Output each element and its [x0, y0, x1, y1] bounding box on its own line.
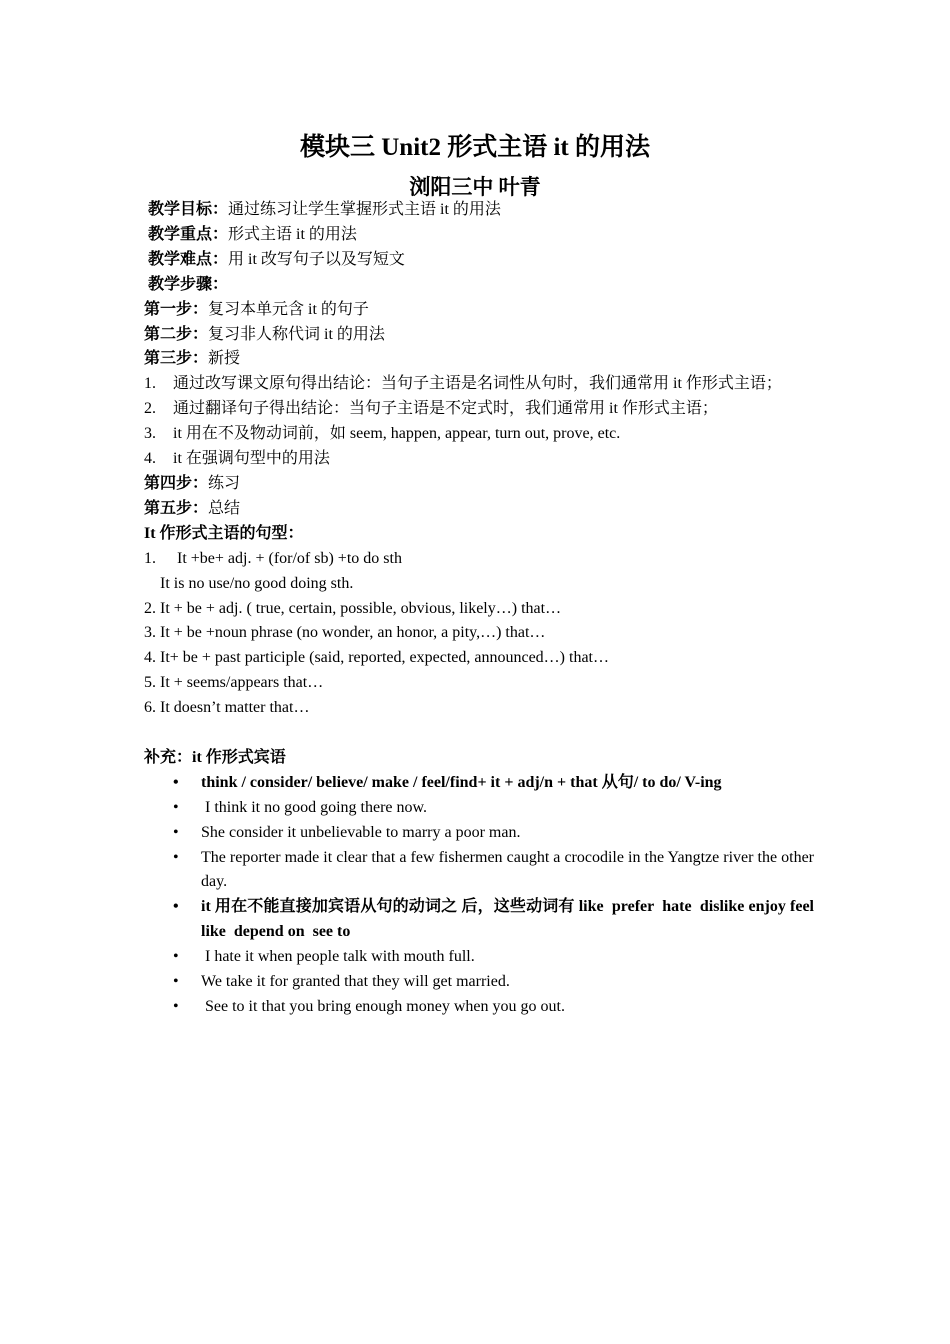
- step-label: 第一步：: [144, 300, 209, 318]
- item-text: 通过改写课文原句得出结论：当句子主语是名词性从句时，我们通常用 it 作形式主语；: [173, 375, 782, 393]
- bullet-text: She consider it unbelievable to marry a poor man.: [201, 823, 521, 841]
- pattern-line: 3. It + be +noun phrase (no wonder, an honor, a pity,…) that…: [144, 624, 546, 642]
- step-line: [144, 472, 814, 497]
- bullet-item: [144, 796, 814, 821]
- bullet-dot-icon: •: [173, 973, 179, 991]
- step-text: 总结: [208, 499, 241, 517]
- blank-line: [144, 721, 814, 746]
- item-text: 通过翻译句子得出结论：当句子主语是不定式时，我们通常用 it 作形式主语；: [173, 400, 718, 418]
- bullet-dot-icon: •: [173, 823, 179, 841]
- bullet-item: [144, 846, 818, 896]
- pattern-line: 4. It+ be + past participle (said, reported, expected, announced…) that…: [144, 649, 609, 667]
- numbered-item: [144, 372, 814, 397]
- procedure-label: 教学步骤：: [148, 275, 229, 293]
- item-number: 3.: [144, 425, 156, 443]
- page-title: 模块三 Unit2 形式主语 it 的用法: [299, 134, 650, 161]
- patterns-heading: It 作形式主语的句型：: [144, 524, 304, 542]
- step-text: 复习本单元含 it 的句子: [208, 300, 369, 318]
- item-text: it 在强调句型中的用法: [173, 450, 330, 468]
- numbered-item: [144, 397, 814, 422]
- pattern-line: 2. It + be + adj. ( true, certain, possible, obvious, likely…) that…: [144, 599, 562, 617]
- objective-line: [144, 198, 814, 223]
- item-number: 2.: [144, 400, 156, 418]
- bullet-dot-icon: •: [173, 898, 179, 916]
- pattern-number: 1.: [144, 549, 156, 567]
- difficulty-text: 用 it 改写句子以及写短文: [228, 250, 405, 268]
- step-line: [144, 497, 814, 522]
- numbered-item: [144, 422, 814, 447]
- bullet-item: [144, 771, 814, 796]
- bullet-text: it 用在不能直接加宾语从句的动词之 后，这些动词有 like prefer hate dislike enjoy feel like depend on see to: [201, 898, 818, 941]
- bullet-list: [144, 771, 818, 1020]
- item-text: it 用在不及物动词前，如 seem, happen, appear, turn out, prove, etc.: [173, 425, 621, 443]
- pattern-line: 6. It doesn’t matter that…: [144, 699, 310, 717]
- focus-label: 教学重点：: [148, 225, 229, 243]
- step-label: 第五步：: [144, 499, 209, 517]
- step-text: 练习: [208, 474, 241, 492]
- bullet-text: I hate it when people talk with mouth full.: [201, 948, 475, 966]
- step-label: 第四步：: [144, 474, 209, 492]
- step-line: [144, 347, 814, 372]
- bullet-text: We take it for granted that they will get married.: [201, 973, 510, 991]
- focus-line: [144, 223, 814, 248]
- objective-label: 教学目标：: [148, 201, 229, 218]
- item-number: 4.: [144, 450, 156, 468]
- difficulty-label: 教学难点：: [148, 250, 229, 268]
- step-text: 复习非人称代词 it 的用法: [208, 325, 385, 343]
- numbered-item: [144, 447, 814, 472]
- bullet-text: The reporter made it clear that a few fishermen caught a crocodile in the Yangtze river the other day.: [201, 848, 818, 891]
- supplement-heading: 补充：it 作形式宾语: [144, 748, 286, 766]
- step-text: 新授: [208, 350, 241, 368]
- pattern-line: [144, 547, 814, 572]
- step-label: 第二步：: [144, 325, 209, 343]
- bullet-item: [144, 895, 818, 945]
- bullet-item: [144, 970, 814, 995]
- step-line: [144, 298, 814, 323]
- step-label: 第三步：: [144, 350, 209, 368]
- author-line: 浏阳三中 叶青: [409, 175, 541, 199]
- focus-text: 形式主语 it 的用法: [228, 225, 357, 243]
- bullet-dot-icon: •: [173, 848, 179, 866]
- bullet-text: think / consider/ believe/ make / feel/find+ it + adj/n + that 从句/ to do/ V-ing: [201, 773, 722, 791]
- step-line: [144, 323, 814, 348]
- bullet-dot-icon: •: [173, 798, 179, 816]
- difficulty-line: [144, 248, 814, 273]
- pattern-line: 5. It + seems/appears that…: [144, 674, 324, 692]
- objective-text: 通过练习让学生掌握形式主语 it 的用法: [228, 201, 501, 218]
- bullet-dot-icon: •: [173, 948, 179, 966]
- document-body: [144, 198, 818, 1020]
- procedure-line: [144, 273, 814, 298]
- bullet-text: I think it no good going there now.: [201, 798, 428, 816]
- bullet-text: See to it that you bring enough money when you go out.: [201, 997, 565, 1015]
- pattern-example: It is no use/no good doing sth.: [160, 574, 354, 592]
- bullet-dot-icon: •: [173, 997, 179, 1015]
- bullet-item: [144, 995, 814, 1020]
- bullet-item: [144, 821, 814, 846]
- item-number: 1.: [144, 375, 156, 393]
- bullet-item: [144, 945, 814, 970]
- bullet-dot-icon: •: [173, 773, 179, 791]
- pattern-text: It +be+ adj. + (for/of sb) +to do sth: [177, 549, 402, 567]
